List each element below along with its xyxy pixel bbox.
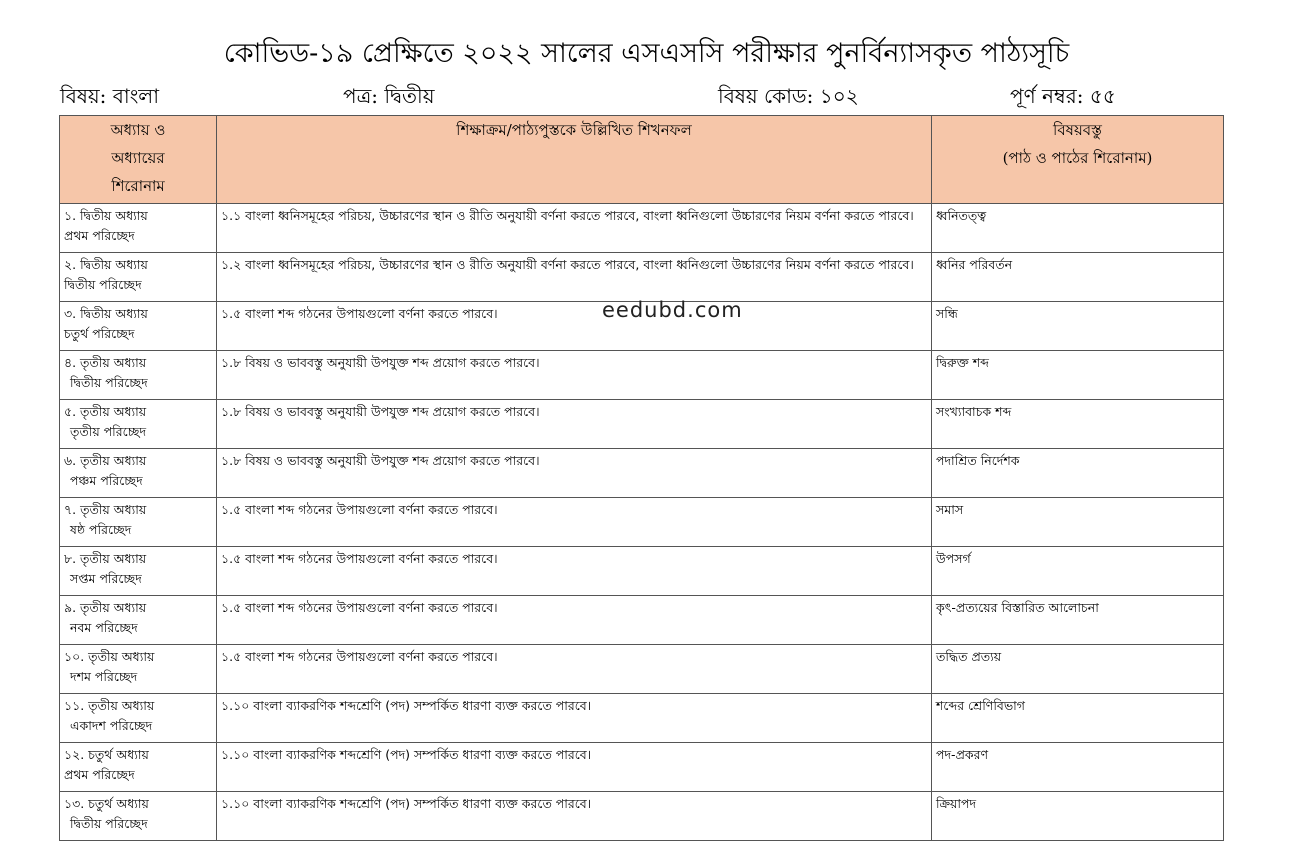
- section-text: ষষ্ঠ পরিচ্ছেদ: [70, 522, 132, 537]
- syllabus-table: [59, 115, 1224, 841]
- content-cell: ধ্বনিতত্ত্ব: [932, 204, 1224, 253]
- chapter-cell: [60, 253, 217, 302]
- content-cell: শব্দের শ্রেণিবিভাগ: [932, 694, 1224, 743]
- chapter-text: ১. দ্বিতীয় অধ্যায়: [64, 208, 148, 223]
- outcome-text: ১.২ বাংলা ধ্বনিসমূহের পরিচয়, উচ্চারণের স্থান ও রীতি অনুযায়ী বর্ণনা করতে পারবে, বাংলা ধ্বনিগুলো উচ্চারণের নিয়ম বর্ণনা করতে পারবে।: [221, 257, 914, 272]
- chapter-text: ৬. তৃতীয় অধ্যায়: [64, 453, 147, 468]
- table-row: [60, 792, 1224, 841]
- full-marks-label: পূর্ণ নম্বর: ৫৫: [1010, 84, 1116, 108]
- chapter-text: ৮. তৃতীয় অধ্যায়: [64, 551, 147, 566]
- outcome-cell: [217, 351, 932, 400]
- section-text: দ্বিতীয় পরিচ্ছেদ: [70, 375, 148, 390]
- outcome-text: ১.৫ বাংলা শব্দ গঠনের উপায়গুলো বর্ণনা করতে পারবে।: [221, 649, 498, 664]
- chapter-text: ১০. তৃতীয় অধ্যায়: [64, 649, 155, 664]
- table-row: [60, 596, 1224, 645]
- outcome-cell: [217, 645, 932, 694]
- section-text: দ্বিতীয় পরিচ্ছেদ: [70, 816, 148, 831]
- chapter-text: ১৩. চতুর্থ অধ্যায়: [64, 796, 149, 811]
- outcome-text: ১.১০ বাংলা ব্যাকরণিক শব্দশ্রেণি (পদ) সম্পর্কিত ধারণা ব্যক্ত করতে পারবে।: [221, 796, 592, 811]
- subject-code-label: বিষয় কোড: ১০২: [718, 84, 859, 108]
- section-text: প্রথম পরিচ্ছেদ: [64, 767, 135, 782]
- section-text: প্রথম পরিচ্ছেদ: [64, 228, 135, 243]
- page-title: কোভিড-১৯ প্রেক্ষিতে ২০২২ সালের এসএসসি পরীক্ষার পুনর্বিন্যাসকৃত পাঠ্যসূচি: [223, 38, 1070, 69]
- content-header-line: (পাঠ ও পাঠের শিরোনাম): [1002, 149, 1153, 167]
- section-text: পঞ্চম পরিচ্ছেদ: [70, 473, 143, 488]
- chapter-cell: [60, 498, 217, 547]
- table-row: [60, 204, 1224, 253]
- chapter-text: ২. দ্বিতীয় অধ্যায়: [64, 257, 148, 272]
- chapter-cell: [60, 351, 217, 400]
- table-row: [60, 351, 1224, 400]
- content-cell: সন্ধি: [932, 302, 1224, 351]
- section-text: তৃতীয় পরিচ্ছেদ: [70, 424, 147, 439]
- chapter-cell: [60, 792, 217, 841]
- outcome-cell: [217, 792, 932, 841]
- outcome-text: ১.৮ বিষয় ও ভাববস্তু অনুযায়ী উপযুক্ত শব্দ প্রয়োগ করতে পারবে।: [221, 355, 540, 370]
- chapter-cell: [60, 449, 217, 498]
- chapter-text: ৭. তৃতীয় অধ্যায়: [64, 502, 147, 517]
- outcome-text: ১.৮ বিষয় ও ভাববস্তু অনুযায়ী উপযুক্ত শব্দ প্রয়োগ করতে পারবে।: [221, 453, 540, 468]
- meta-row: [0, 82, 1293, 110]
- content-cell: তদ্ধিত প্রত্যয়: [932, 645, 1224, 694]
- content-cell: সমাস: [932, 498, 1224, 547]
- outcome-text: ১.১ বাংলা ধ্বনিসমূহের পরিচয়, উচ্চারণের স্থান ও রীতি অনুযায়ী বর্ণনা করতে পারবে, বাংলা ধ্বনিগুলো উচ্চারণের নিয়ম বর্ণনা করতে পারবে।: [221, 208, 914, 223]
- section-text: নবম পরিচ্ছেদ: [70, 620, 138, 635]
- section-text: দশম পরিচ্ছেদ: [70, 669, 138, 684]
- content-column-header: [932, 116, 1224, 204]
- outcome-cell: [217, 743, 932, 792]
- content-cell: সংখ্যাবাচক শব্দ: [932, 400, 1224, 449]
- chapter-cell: [60, 302, 217, 351]
- outcome-text: ১.৫ বাংলা শব্দ গঠনের উপায়গুলো বর্ণনা করতে পারবে।: [221, 600, 498, 615]
- table-row: [60, 694, 1224, 743]
- paper-label: পত্র: দ্বিতীয়: [343, 84, 435, 108]
- table-header-row: [60, 116, 1224, 204]
- chapter-cell: [60, 400, 217, 449]
- chapter-cell: [60, 547, 217, 596]
- table-row: [60, 743, 1224, 792]
- outcome-column-header: [217, 116, 932, 204]
- chapter-cell: [60, 743, 217, 792]
- section-text: একাদশ পরিচ্ছেদ: [70, 718, 153, 733]
- outcome-cell: [217, 302, 932, 351]
- outcome-cell: [217, 547, 932, 596]
- chapter-cell: [60, 204, 217, 253]
- outcome-cell: [217, 400, 932, 449]
- content-cell: ধ্বনির পরিবর্তন: [932, 253, 1224, 302]
- chapter-text: ১২. চতুর্থ অধ্যায়: [64, 747, 149, 762]
- chapter-text: ৫. তৃতীয় অধ্যায়: [64, 404, 147, 419]
- chapter-text: ৯. তৃতীয় অধ্যায়: [64, 600, 147, 615]
- outcome-cell: [217, 596, 932, 645]
- watermark: eedubd.com: [602, 298, 743, 322]
- content-cell: পদাশ্রিত নির্দেশক: [932, 449, 1224, 498]
- chapter-cell: [60, 694, 217, 743]
- content-cell: কৃৎ-প্রত্যয়ের বিস্তারিত আলোচনা: [932, 596, 1224, 645]
- table-row: [60, 449, 1224, 498]
- content-cell: ক্রিয়াপদ: [932, 792, 1224, 841]
- chapter-cell: [60, 645, 217, 694]
- content-cell: পদ-প্রকরণ: [932, 743, 1224, 792]
- table-row: [60, 400, 1224, 449]
- chapter-text: ১১. তৃতীয় অধ্যায়: [64, 698, 155, 713]
- outcome-header-text: শিক্ষাক্রম/পাঠ্যপুস্তকে উল্লিখিত শিখনফল: [456, 121, 692, 139]
- outcome-cell: [217, 694, 932, 743]
- chapter-column-header: [60, 116, 217, 204]
- outcome-text: ১.৫ বাংলা শব্দ গঠনের উপায়গুলো বর্ণনা করতে পারবে।: [221, 502, 498, 517]
- content-cell: উপসর্গ: [932, 547, 1224, 596]
- chapter-header-line: অধ্যায় ও: [110, 121, 166, 139]
- outcome-cell: [217, 449, 932, 498]
- section-text: চতুর্থ পরিচ্ছেদ: [64, 326, 135, 341]
- chapter-header-line: অধ্যায়ের: [111, 149, 165, 167]
- outcome-text: ১.৫ বাংলা শব্দ গঠনের উপায়গুলো বর্ণনা করতে পারবে।: [221, 551, 498, 566]
- table-row: [60, 547, 1224, 596]
- chapter-text: ৩. দ্বিতীয় অধ্যায়: [64, 306, 148, 321]
- outcome-cell: [217, 204, 932, 253]
- outcome-text: ১.১০ বাংলা ব্যাকরণিক শব্দশ্রেণি (পদ) সম্পর্কিত ধারণা ব্যক্ত করতে পারবে।: [221, 698, 592, 713]
- outcome-text: ১.৮ বিষয় ও ভাববস্তু অনুযায়ী উপযুক্ত শব্দ প্রয়োগ করতে পারবে।: [221, 404, 540, 419]
- chapter-cell: [60, 596, 217, 645]
- outcome-cell: [217, 498, 932, 547]
- table-row: [60, 253, 1224, 302]
- subject-label: বিষয়: বাংলা: [60, 84, 159, 108]
- outcome-text: ১.১০ বাংলা ব্যাকরণিক শব্দশ্রেণি (পদ) সম্পর্কিত ধারণা ব্যক্ত করতে পারবে।: [221, 747, 592, 762]
- chapter-text: ৪. তৃতীয় অধ্যায়: [64, 355, 147, 370]
- section-text: সপ্তম পরিচ্ছেদ: [70, 571, 142, 586]
- table-row: [60, 645, 1224, 694]
- outcome-text: ১.৫ বাংলা শব্দ গঠনের উপায়গুলো বর্ণনা করতে পারবে।: [221, 306, 498, 321]
- outcome-cell: [217, 253, 932, 302]
- section-text: দ্বিতীয় পরিচ্ছেদ: [64, 277, 142, 292]
- content-cell: দ্বিরুক্ত শব্দ: [932, 351, 1224, 400]
- content-header-line: বিষয়বস্তু: [1053, 121, 1102, 139]
- chapter-header-line: শিরোনাম: [111, 177, 165, 195]
- table-row: [60, 498, 1224, 547]
